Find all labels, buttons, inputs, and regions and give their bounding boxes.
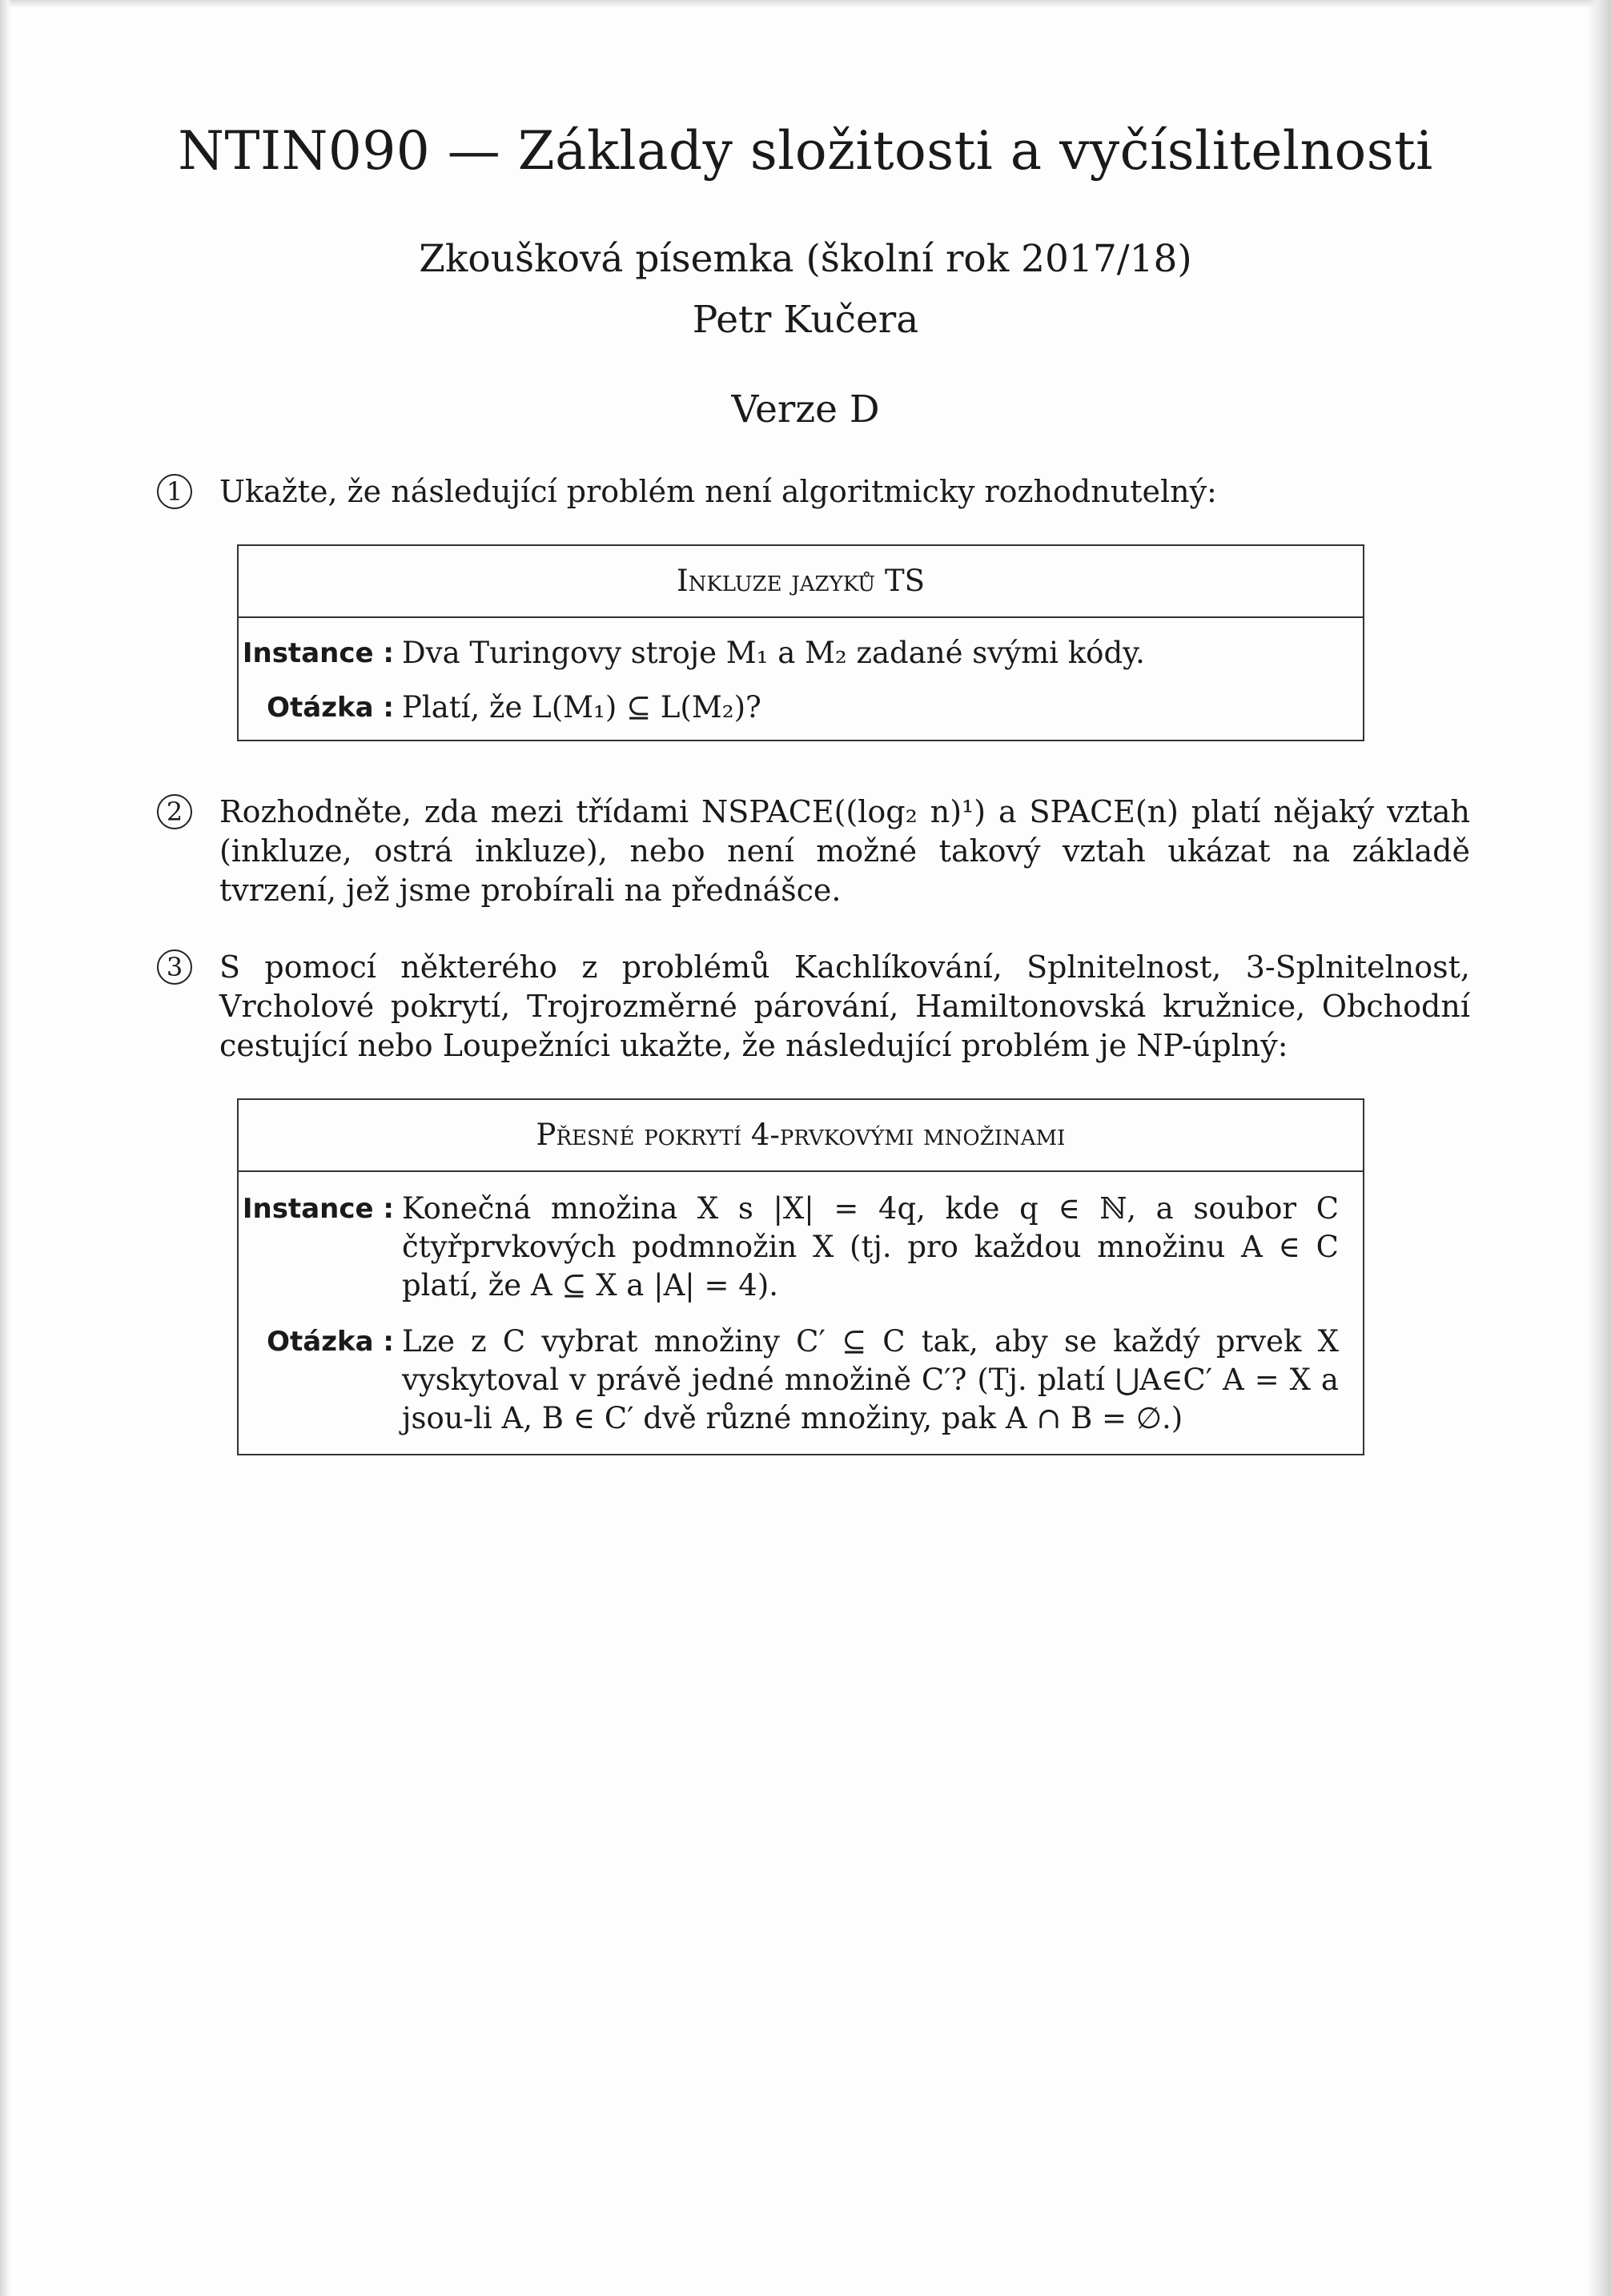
page-title: NTIN090 — Základy složitosti a vyčíslitelnosti <box>178 120 1433 182</box>
problem-3-table <box>239 1172 1363 1454</box>
question-1-text: Ukažte, že následující problém není algoritmicky rozhodnutelný: <box>219 474 1217 509</box>
problem-1-table <box>239 618 1363 740</box>
problem-3-question-label: Otázka : <box>267 1326 394 1358</box>
question-number-3: 3 <box>157 949 192 985</box>
problem-3-question-text: Lze z C vybrat množiny C′ ⊆ C tak, aby se každý prvek X vyskytoval v právě jedné množině C′? (Tj. platí ⋃A∈C′ A = X a jsou-li A, B ∈ C′ dvě různé množiny, pak A ∩ B = ∅.) <box>402 1324 1339 1435</box>
scan-edge-right <box>1587 0 1611 2296</box>
author: Petr Kučera <box>692 298 919 342</box>
question-3 <box>157 948 1470 1066</box>
problem-box-3 <box>237 1098 1364 1455</box>
problem-3-instance-row <box>239 1172 1363 1305</box>
problem-3-name: Přesné pokrytí 4-prvkovými množinami <box>239 1100 1363 1172</box>
problem-1-question-text: Platí, že L(M₁) ⊆ L(M₂)? <box>402 690 761 725</box>
question-3-text: S pomocí některého z problémů Kachlíkování, Splnitelnost, 3-Splnitelnost, Vrcholové pokrytí, Trojrozměrné párování, Hamiltonovská kružnice, Obchodní cestující nebo Loupežníci ukažte, že následující problém je NP-úplný: <box>219 949 1470 1063</box>
problem-1-instance-row <box>239 618 1363 672</box>
problem-1-instance-label: Instance : <box>242 637 394 669</box>
question-number-2: 2 <box>157 794 192 829</box>
problem-box-1 <box>237 544 1364 741</box>
question-1 <box>157 472 1470 512</box>
exam-version: Verze D <box>731 387 880 432</box>
problem-3-question-row <box>239 1305 1363 1454</box>
question-2 <box>157 793 1470 910</box>
problem-3-instance-text: Konečná množina X s |X| = 4q, kde q ∈ ℕ, a soubor C čtyřprvkových podmnožin X (tj. pro každou množinu A ∈ C platí, že A ⊆ X a |A| = 4). <box>402 1191 1339 1303</box>
scan-edge-left <box>0 0 11 2296</box>
exam-subtitle: Zkoušková písemka (školní rok 2017/18) <box>419 237 1192 281</box>
problem-1-instance-text: Dva Turingovy stroje M₁ a M₂ zadané svými kódy. <box>402 636 1145 670</box>
question-2-text: Rozhodněte, zda mezi třídami NSPACE((log₂ n)¹) a SPACE(n) platí nějaký vztah (inkluze, ostrá inkluze), nebo není možné takový vztah ukázat na základě tvrzení, jež jsme probírali na přednášce. <box>219 794 1470 908</box>
problem-1-name: Inkluze jazyků TS <box>239 546 1363 618</box>
problem-1-question-row <box>239 672 1363 740</box>
problem-1-question-label: Otázka : <box>267 692 394 724</box>
scan-edge-top <box>0 0 1611 8</box>
question-number-1: 1 <box>157 474 192 509</box>
problem-3-instance-label: Instance : <box>242 1193 394 1225</box>
